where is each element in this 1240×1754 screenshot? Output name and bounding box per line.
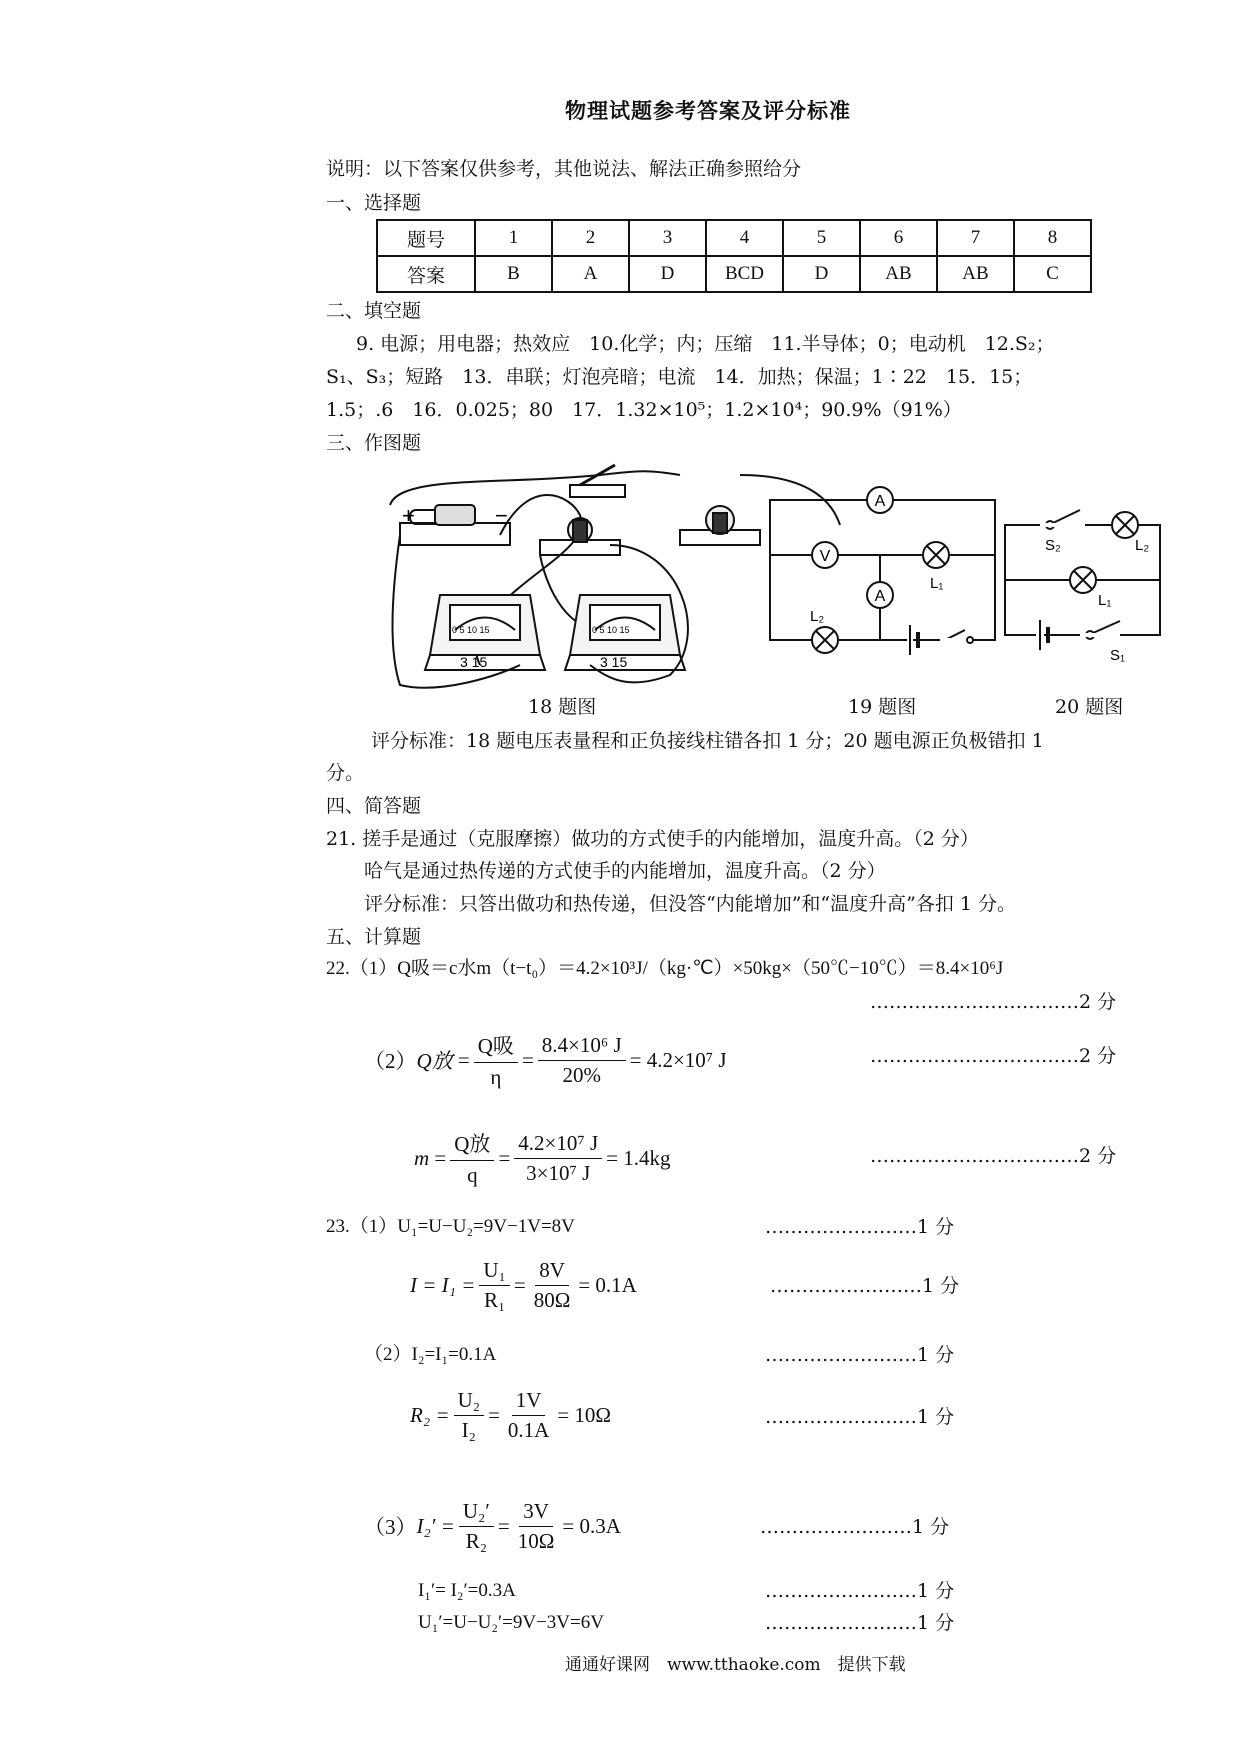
q23-current-formula: I = I₁ = $\frac{\text{U₁}}{\text{R₁}}$ = $\frac{8V}{80\Omega}$ = 0.1A bbox=[410, 1257, 637, 1312]
q21-line-1: 21. 搓手是通过（克服摩擦）做功的方式使手的内能增加，温度升高。（2 分） bbox=[326, 828, 979, 850]
section-drawing: 三、作图题 bbox=[326, 432, 422, 454]
table-cell: 1 bbox=[475, 220, 552, 256]
q22-score-3: ……………………………2 分 bbox=[870, 1145, 1117, 1167]
fraction bbox=[459, 1499, 494, 1554]
table-cell: 答案 bbox=[377, 256, 475, 292]
table-cell: AB bbox=[937, 256, 1014, 292]
score-note-3a: 评分标准：18 题电压表量程和正负接线柱错各扣 1 分；20 题电源正负极错扣 1 bbox=[371, 730, 1044, 752]
table-cell: D bbox=[629, 256, 706, 292]
caption-19: 19 题图 bbox=[848, 696, 917, 718]
q23-score-6: ……………………1 分 bbox=[765, 1580, 955, 1602]
meter-terminal-right: 3 15 bbox=[600, 654, 628, 670]
table-cell: 5 bbox=[783, 220, 860, 256]
fraction bbox=[474, 1030, 518, 1090]
table-cell: A bbox=[552, 256, 629, 292]
fig20-L1-label: L₁ bbox=[1098, 592, 1112, 609]
fig19-L1-label: L₁ bbox=[930, 575, 944, 592]
math-lhs: R₂ = bbox=[410, 1402, 450, 1427]
fraction bbox=[454, 1388, 485, 1443]
q23-score-1: ……………………1 分 bbox=[765, 1216, 955, 1238]
q23-resistance-formula: R₂ = $\frac{\text{U₂}}{\text{I₂}}$ = $\frac{1V}{0.1A}$ = 10Ω bbox=[410, 1387, 612, 1442]
table-cell: B bbox=[475, 256, 552, 292]
q23-part2: （2）I₂=I₁=0.1A bbox=[364, 1344, 497, 1365]
q23-score-5: ……………………1 分 bbox=[760, 1516, 950, 1538]
meter-terminal-left: 3 15 bbox=[460, 654, 488, 670]
numerator: U₂ bbox=[454, 1388, 485, 1416]
fraction bbox=[514, 1499, 559, 1554]
numerator: 1V bbox=[512, 1388, 546, 1416]
ammeter-top-label: A bbox=[874, 493, 886, 510]
battery-minus-label: − bbox=[495, 503, 508, 528]
table-cell: 8 bbox=[1014, 220, 1091, 256]
numerator: Q吸 bbox=[474, 1030, 518, 1063]
table-cell: 题号 bbox=[377, 220, 475, 256]
fill-line-2: S₁、S₃；短路 13．串联；灯泡亮暗；电流 14．加热；保温；1∶22 15．15； bbox=[326, 366, 1033, 388]
denominator: R₁ bbox=[483, 1287, 506, 1312]
denominator: 10Ω bbox=[517, 1528, 555, 1553]
numerator: U₁ bbox=[479, 1258, 510, 1286]
battery-plus-label: + bbox=[402, 503, 415, 528]
figure-19 bbox=[770, 487, 995, 655]
fraction bbox=[504, 1388, 553, 1443]
ammeter-mid-label: A bbox=[874, 588, 886, 605]
q21-score: 评分标准：只答出做功和热传递，但没答“内能增加”和“温度升高”各扣 1 分。 bbox=[364, 893, 1017, 915]
q21-line-2: 哈气是通过热传递的方式使手的内能增加，温度升高。（2 分） bbox=[364, 860, 886, 882]
caption-18: 18 题图 bbox=[528, 696, 597, 718]
q22-mass-formula: m = $\frac{\text{Q放}}{q}$ = $\frac{\text{4.2×10⁷ J}}{\text{3×10⁷ J}}$ = 1.4kg bbox=[414, 1128, 670, 1188]
denominator: η bbox=[490, 1065, 502, 1089]
q22-score-1: ……………………………2 分 bbox=[870, 991, 1117, 1013]
q23-score-2: ……………………1 分 bbox=[770, 1275, 960, 1297]
meter-scale-left: 0 5 10 15 bbox=[452, 625, 490, 635]
q22-part2-formula: （2） Q放 = $\frac{\text{Q吸}}{\eta}$ = $\frac{\text{8.4×10⁶ J}}{20\%}$ = 4.2×10⁷ J bbox=[364, 1030, 727, 1090]
table-cell: 6 bbox=[860, 220, 937, 256]
figure-20 bbox=[1005, 510, 1160, 650]
fraction bbox=[514, 1131, 602, 1186]
q23-score-7: ……………………1 分 bbox=[765, 1612, 955, 1634]
fig19-L2-label: L₂ bbox=[810, 608, 825, 625]
table-cell: 3 bbox=[629, 220, 706, 256]
q23-score-3: ……………………1 分 bbox=[765, 1344, 955, 1366]
denominator: I₂ bbox=[461, 1417, 476, 1442]
table-row bbox=[377, 220, 1091, 256]
numerator: 8V bbox=[535, 1258, 569, 1286]
fraction bbox=[530, 1258, 575, 1313]
section-calc: 五、计算题 bbox=[326, 926, 422, 948]
q23-line-7: U₁′=U−U₂′=9V−3V=6V bbox=[418, 1612, 604, 1633]
numerator: 3V bbox=[519, 1499, 553, 1527]
math-lhs: I₂′ = bbox=[416, 1513, 455, 1538]
fig20-S2-label: S₂ bbox=[1045, 537, 1061, 554]
q23-part1: 23.（1）U₁=U−U₂=9V−1V=8V bbox=[326, 1216, 575, 1237]
fill-line-1: 9. 电源；用电器；热效应 10.化学；内；压缩 11.半导体；0；电动机 12.S₂； bbox=[356, 333, 1055, 355]
section-choice: 一、选择题 bbox=[326, 192, 422, 214]
fraction bbox=[450, 1128, 494, 1188]
result: = 4.2×10⁷ J bbox=[629, 1047, 727, 1072]
table-cell: 7 bbox=[937, 220, 1014, 256]
result: = 0.3A bbox=[562, 1513, 621, 1538]
denominator: q bbox=[467, 1163, 478, 1187]
q22-score-2: ……………………………2 分 bbox=[870, 1045, 1117, 1067]
footer-source: 通通好课网 www.tthaoke.com 提供下载 bbox=[565, 1655, 906, 1675]
numerator: 4.2×10⁷ J bbox=[514, 1131, 602, 1159]
denominator: 0.1A bbox=[507, 1417, 550, 1442]
table-cell: 2 bbox=[552, 220, 629, 256]
fraction bbox=[479, 1258, 510, 1313]
section-fill: 二、填空题 bbox=[326, 300, 422, 322]
math-symbol: Q放 bbox=[416, 1049, 453, 1073]
intro-note: 说明：以下答案仅供参考，其他说法、解法正确参照给分 bbox=[326, 158, 802, 180]
fill-line-3: 1.5；.6 16．0.025；80 17．1.32×10⁵；1.2×10⁴；90.9%（91%） bbox=[326, 399, 962, 421]
voltmeter-label: V bbox=[819, 548, 831, 565]
answer-table bbox=[376, 219, 1092, 293]
result: = 0.1A bbox=[578, 1272, 637, 1297]
q23-line-6: I₁′= I₂′=0.3A bbox=[418, 1580, 516, 1601]
meter-scale-right: 0 5 10 15 bbox=[592, 625, 630, 635]
caption-20: 20 题图 bbox=[1055, 696, 1124, 718]
result: = 10Ω bbox=[557, 1402, 612, 1427]
circuit-figures bbox=[380, 455, 1180, 715]
result: = 1.4kg bbox=[606, 1145, 671, 1170]
table-cell: 4 bbox=[706, 220, 783, 256]
numerator: U₂′ bbox=[459, 1499, 494, 1527]
q23-part3-formula: （3） I₂′ = $\frac{\text{U₂′}}{\text{R₂}}$ = $\frac{3V}{10\Omega}$ = 0.3A bbox=[364, 1498, 621, 1553]
fig20-L2-label: L₂ bbox=[1135, 537, 1150, 554]
page-title: 物理试题参考答案及评分标准 bbox=[565, 98, 851, 123]
denominator: 80Ω bbox=[533, 1287, 571, 1312]
table-cell: AB bbox=[860, 256, 937, 292]
part-label: （3） bbox=[364, 1515, 417, 1539]
math-lhs: I = I₁ = bbox=[410, 1272, 476, 1297]
table-cell: BCD bbox=[706, 256, 783, 292]
score-note-3b: 分。 bbox=[326, 762, 365, 784]
fraction bbox=[538, 1033, 626, 1088]
section-short: 四、简答题 bbox=[326, 795, 422, 817]
denominator: 3×10⁷ J bbox=[526, 1160, 591, 1185]
table-cell: D bbox=[783, 256, 860, 292]
denominator: 20% bbox=[562, 1062, 601, 1087]
math-symbol: m bbox=[414, 1145, 430, 1170]
numerator: Q放 bbox=[450, 1128, 494, 1161]
part-label: （2） bbox=[364, 1049, 417, 1073]
q23-score-4: ……………………1 分 bbox=[765, 1406, 955, 1428]
q22-part1: 22.（1）Q吸＝c水m（t−t₀）＝4.2×10³J/（kg·℃）×50kg×（50℃−10℃）＝8.4×10⁶J bbox=[326, 958, 1004, 979]
numerator: 8.4×10⁶ J bbox=[538, 1033, 626, 1061]
table-row bbox=[377, 256, 1091, 292]
fig20-S1-label: S₁ bbox=[1110, 647, 1126, 664]
denominator: R₂ bbox=[465, 1528, 488, 1553]
table-cell: C bbox=[1014, 256, 1091, 292]
